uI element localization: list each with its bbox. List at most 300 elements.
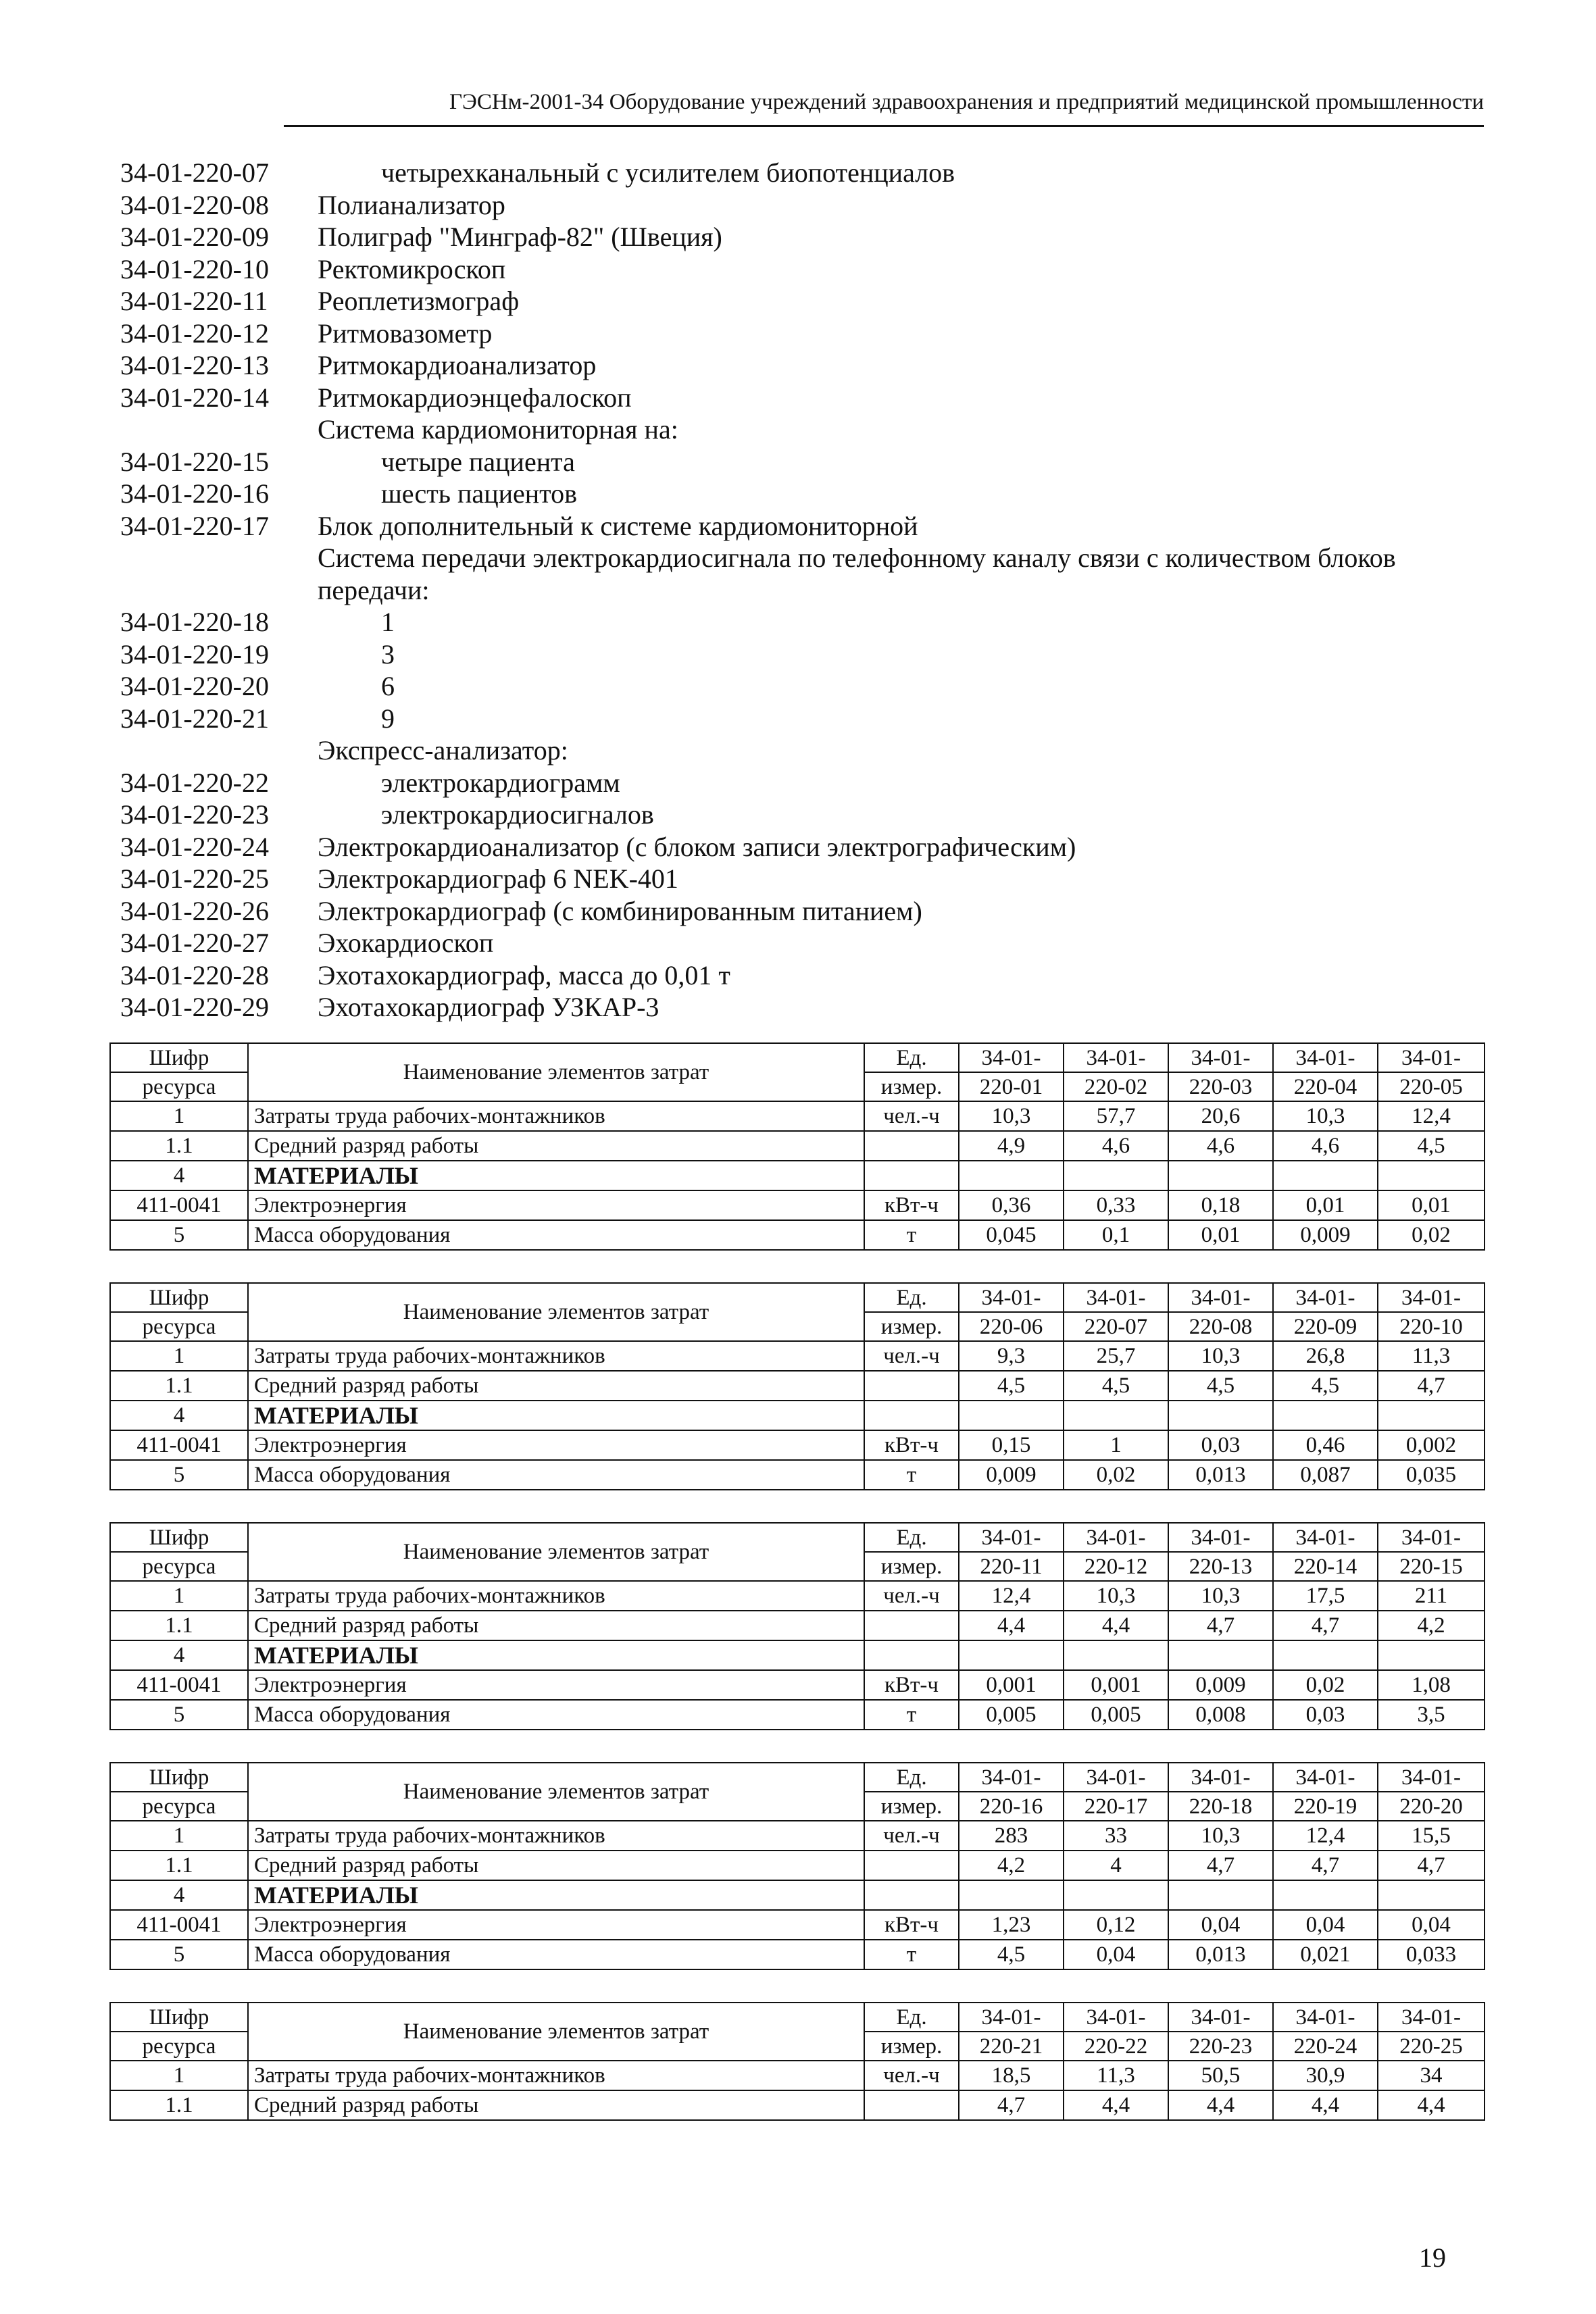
table-row	[110, 1670, 1485, 1700]
header-norm-code-line1: 34-01-	[1168, 2003, 1273, 2032]
norm-value: 10,3	[1168, 1821, 1273, 1851]
norm-value: 4,9	[959, 1131, 1064, 1161]
header-norm-code-line1: 34-01-	[959, 1763, 1064, 1792]
item-code: 34-01-220-11	[120, 286, 268, 316]
table-row	[110, 1190, 1485, 1220]
unit-of-measure	[864, 1851, 959, 1880]
unit-of-measure	[864, 1161, 959, 1190]
norm-value: 1	[1064, 1430, 1168, 1460]
unit-of-measure: кВт-ч	[864, 1190, 959, 1220]
norm-table	[109, 1042, 1485, 1251]
norm-value: 0,03	[1273, 1700, 1378, 1730]
header-norm-code-line2: 220-14	[1273, 1552, 1378, 1581]
resource-code: 411-0041	[110, 1430, 248, 1460]
header-norm-code-line2: 220-06	[959, 1312, 1064, 1341]
resource-code: 5	[110, 1940, 248, 1969]
header-unit-line1: Ед.	[864, 1283, 959, 1312]
norm-value: 0,04	[1273, 1910, 1378, 1940]
table-row	[110, 1371, 1485, 1401]
norm-value: 57,7	[1064, 1101, 1168, 1131]
header-norm-code-line2: 220-18	[1168, 1792, 1273, 1821]
item-code: 34-01-220-28	[120, 959, 269, 990]
item-code: 34-01-220-13	[120, 350, 269, 380]
norm-value	[1064, 1401, 1168, 1430]
header-norm-code-line2: 220-09	[1273, 1312, 1378, 1341]
cost-element-name: МАТЕРИАЛЫ	[248, 1640, 864, 1670]
list-item	[120, 638, 1472, 671]
header-norm-code-line2: 220-19	[1273, 1792, 1378, 1821]
table-row	[110, 1430, 1485, 1460]
header-unit-line1: Ед.	[864, 1763, 959, 1792]
header-norm-code-line2: 220-24	[1273, 2032, 1378, 2061]
norm-value: 4,4	[1064, 1611, 1168, 1640]
header-norm-code-line2: 220-01	[959, 1072, 1064, 1101]
table-row	[110, 1640, 1485, 1670]
header-norm-code-line1: 34-01-	[1273, 1523, 1378, 1552]
header-norm-code-line1: 34-01-	[1064, 1763, 1168, 1792]
unit-of-measure: чел.-ч	[864, 2061, 959, 2090]
norm-value	[1273, 1640, 1378, 1670]
norm-value: 26,8	[1273, 1341, 1378, 1371]
table-row	[110, 1220, 1485, 1250]
resource-code: 411-0041	[110, 1670, 248, 1700]
norm-value	[1378, 1161, 1485, 1190]
item-description: Система передачи электрокардиосигнала по телефонному каналу связи с количеством блоков	[318, 543, 1396, 573]
unit-of-measure: т	[864, 1460, 959, 1490]
item-code	[120, 542, 318, 574]
table-row	[110, 1101, 1485, 1131]
table-row	[110, 1581, 1485, 1611]
header-code-line2: ресурса	[110, 1792, 248, 1821]
table-row	[110, 1611, 1485, 1640]
cost-element-name: Электроэнергия	[248, 1190, 864, 1220]
norm-value: 4,7	[1378, 1851, 1485, 1880]
item-code: 34-01-220-08	[120, 189, 269, 220]
header-norm-code-line1: 34-01-	[1168, 1283, 1273, 1312]
page-number: 19	[1419, 2242, 1446, 2273]
resource-code: 5	[110, 1220, 248, 1250]
norm-value: 4,2	[959, 1851, 1064, 1880]
list-item	[120, 446, 1472, 478]
header-code-line1: Шифр	[110, 1523, 248, 1552]
norm-value: 4,5	[959, 1371, 1064, 1401]
item-description: Система кардиомониторная на:	[318, 414, 678, 445]
item-description: Электрокардиоанализатор (с блоком записи электрографическим)	[318, 831, 1076, 862]
norm-value: 0,021	[1273, 1940, 1378, 1969]
norm-value: 4,4	[1168, 2090, 1273, 2120]
header-norm-code-line2: 220-21	[959, 2032, 1064, 2061]
list-item	[120, 991, 1472, 1024]
list-item	[120, 542, 1472, 574]
header-name: Наименование элементов затрат	[248, 1523, 864, 1581]
header-norm-code-line1: 34-01-	[1168, 1763, 1273, 1792]
norm-value	[1273, 1401, 1378, 1430]
norm-value	[1168, 1161, 1273, 1190]
list-item	[120, 382, 1472, 414]
item-code: 34-01-220-17	[120, 510, 269, 541]
list-item	[120, 959, 1472, 992]
norm-value: 30,9	[1273, 2061, 1378, 2090]
table-row	[110, 1700, 1485, 1730]
item-code: 34-01-220-21	[120, 703, 269, 734]
header-unit-line2: измер.	[864, 2032, 959, 2061]
list-item	[120, 703, 1472, 735]
header-norm-code-line2: 220-20	[1378, 1792, 1485, 1821]
norm-value: 283	[959, 1821, 1064, 1851]
header-code-line1: Шифр	[110, 2003, 248, 2032]
item-code: 34-01-220-15	[120, 446, 269, 477]
header-norm-code-line1: 34-01-	[959, 1523, 1064, 1552]
unit-of-measure: кВт-ч	[864, 1910, 959, 1940]
header-norm-code-line1: 34-01-	[1273, 1043, 1378, 1072]
header-norm-code-line1: 34-01-	[1378, 2003, 1485, 2032]
norm-value: 0,013	[1168, 1940, 1273, 1969]
norm-value: 4,5	[1064, 1371, 1168, 1401]
cost-element-name: Затраты труда рабочих-монтажников	[248, 1341, 864, 1371]
norm-value	[1273, 1880, 1378, 1910]
cost-element-name: Средний разряд работы	[248, 1851, 864, 1880]
norm-value: 4,4	[959, 1611, 1064, 1640]
unit-of-measure	[864, 1880, 959, 1910]
norm-value	[959, 1401, 1064, 1430]
header-norm-code-line1: 34-01-	[1064, 1283, 1168, 1312]
cost-element-name: Масса оборудования	[248, 1460, 864, 1490]
norm-table	[109, 1522, 1485, 1730]
norm-value: 0,009	[1168, 1670, 1273, 1700]
header-unit-line1: Ед.	[864, 1043, 959, 1072]
list-item	[120, 510, 1472, 543]
resource-code: 1.1	[110, 1131, 248, 1161]
header-norm-code-line2: 220-16	[959, 1792, 1064, 1821]
header-norm-code-line2: 220-12	[1064, 1552, 1168, 1581]
table-row	[110, 1460, 1485, 1490]
item-description: четыре пациента	[381, 446, 575, 477]
norm-value: 4,2	[1378, 1611, 1485, 1640]
norm-value: 10,3	[1168, 1341, 1273, 1371]
cost-element-name: Средний разряд работы	[248, 2090, 864, 2120]
cost-element-name: МАТЕРИАЛЫ	[248, 1401, 864, 1430]
resource-code: 1	[110, 1101, 248, 1131]
item-code: 34-01-220-20	[120, 671, 269, 701]
norm-value: 25,7	[1064, 1341, 1168, 1371]
cost-element-name: Затраты труда рабочих-монтажников	[248, 1101, 864, 1131]
cost-element-name: Масса оборудования	[248, 1940, 864, 1969]
norm-value: 4,6	[1064, 1131, 1168, 1161]
header-unit-line1: Ед.	[864, 1523, 959, 1552]
item-code: 34-01-220-24	[120, 831, 269, 862]
item-description: шесть пациентов	[381, 478, 577, 509]
unit-of-measure	[864, 1401, 959, 1430]
header-unit-line2: измер.	[864, 1312, 959, 1341]
norm-value: 33	[1064, 1821, 1168, 1851]
norm-value: 0,045	[959, 1220, 1064, 1250]
item-code	[120, 574, 318, 607]
resource-code: 411-0041	[110, 1190, 248, 1220]
resource-code: 1	[110, 1341, 248, 1371]
norm-value: 0,1	[1064, 1220, 1168, 1250]
resource-code: 1.1	[110, 1851, 248, 1880]
norm-value: 0,005	[1064, 1700, 1168, 1730]
norm-value: 0,04	[1064, 1940, 1168, 1969]
norm-value: 0,002	[1378, 1430, 1485, 1460]
norm-value: 0,01	[1273, 1190, 1378, 1220]
norm-value: 0,013	[1168, 1460, 1273, 1490]
table-row	[110, 1910, 1485, 1940]
header-norm-code-line1: 34-01-	[959, 1283, 1064, 1312]
list-item	[120, 189, 1472, 222]
item-code: 34-01-220-25	[120, 863, 269, 894]
header-norm-code-line2: 220-25	[1378, 2032, 1485, 2061]
resource-code: 4	[110, 1880, 248, 1910]
norm-value: 4	[1064, 1851, 1168, 1880]
item-description: Эхокардиоскоп	[318, 928, 494, 958]
norm-value	[1064, 1161, 1168, 1190]
header-norm-code-line1: 34-01-	[959, 2003, 1064, 2032]
norm-value: 10,3	[1168, 1581, 1273, 1611]
item-description: Ритмовазометр	[318, 318, 493, 349]
table-row	[110, 2090, 1485, 2120]
header-name: Наименование элементов затрат	[248, 1283, 864, 1341]
norm-value	[959, 1640, 1064, 1670]
item-description: Полианализатор	[318, 189, 505, 220]
resource-code: 1.1	[110, 1371, 248, 1401]
item-description: 9	[381, 703, 395, 734]
item-code: 34-01-220-22	[120, 767, 269, 798]
item-code: 34-01-220-26	[120, 895, 269, 926]
norm-value: 4,7	[1168, 1851, 1273, 1880]
norm-value	[1273, 1161, 1378, 1190]
item-code: 34-01-220-16	[120, 478, 269, 509]
norm-value: 4,4	[1273, 2090, 1378, 2120]
norm-value: 0,36	[959, 1190, 1064, 1220]
list-item	[120, 734, 1472, 767]
norm-value: 0,035	[1378, 1460, 1485, 1490]
header-norm-code-line1: 34-01-	[1273, 1763, 1378, 1792]
norm-value	[1378, 1401, 1485, 1430]
norm-value	[1378, 1640, 1485, 1670]
item-description: Реоплетизмограф	[318, 286, 520, 316]
unit-of-measure: т	[864, 1700, 959, 1730]
item-description: 6	[381, 671, 395, 701]
unit-of-measure	[864, 1640, 959, 1670]
header-norm-code-line1: 34-01-	[1378, 1283, 1485, 1312]
table-row	[110, 1131, 1485, 1161]
header-norm-code-line1: 34-01-	[959, 1043, 1064, 1072]
header-norm-code-line2: 220-11	[959, 1552, 1064, 1581]
header-norm-code-line1: 34-01-	[1064, 1523, 1168, 1552]
cost-element-name: Электроэнергия	[248, 1670, 864, 1700]
norm-value: 4,5	[959, 1940, 1064, 1969]
norm-value: 0,15	[959, 1430, 1064, 1460]
norm-value: 0,001	[959, 1670, 1064, 1700]
cost-element-name: Масса оборудования	[248, 1220, 864, 1250]
unit-of-measure: кВт-ч	[864, 1670, 959, 1700]
table-row	[110, 1880, 1485, 1910]
item-description: Блок дополнительный к системе кардиомониторной	[318, 510, 918, 541]
header-name: Наименование элементов затрат	[248, 1763, 864, 1821]
item-code: 34-01-220-29	[120, 992, 269, 1022]
unit-of-measure: т	[864, 1940, 959, 1969]
cost-element-name: Затраты труда рабочих-монтажников	[248, 2061, 864, 2090]
header-norm-code-line2: 220-08	[1168, 1312, 1273, 1341]
cost-element-name: Средний разряд работы	[248, 1131, 864, 1161]
cost-element-name: МАТЕРИАЛЫ	[248, 1880, 864, 1910]
norm-value: 0,02	[1064, 1460, 1168, 1490]
item-description: 1	[381, 607, 395, 637]
header-name: Наименование элементов затрат	[248, 2003, 864, 2061]
cost-element-name: Средний разряд работы	[248, 1611, 864, 1640]
resource-code: 1.1	[110, 1611, 248, 1640]
header-code-line2: ресурса	[110, 1312, 248, 1341]
header-norm-code-line2: 220-22	[1064, 2032, 1168, 2061]
resource-code: 1	[110, 1821, 248, 1851]
norm-value: 4,7	[1273, 1851, 1378, 1880]
resource-code: 5	[110, 1460, 248, 1490]
norm-value: 18,5	[959, 2061, 1064, 2090]
item-code: 34-01-220-10	[120, 253, 269, 284]
norm-value	[1168, 1640, 1273, 1670]
item-code: 34-01-220-12	[120, 318, 269, 349]
item-description: Эхотахокардиограф УЗКАР-3	[318, 992, 659, 1022]
norm-value: 4,7	[959, 2090, 1064, 2120]
item-description: Электрокардиограф (с комбинированным питанием)	[318, 895, 922, 926]
header-norm-code-line1: 34-01-	[1378, 1763, 1485, 1792]
header-norm-code-line2: 220-07	[1064, 1312, 1168, 1341]
norm-value: 4,5	[1273, 1371, 1378, 1401]
resource-code: 1.1	[110, 2090, 248, 2120]
list-item	[120, 349, 1472, 382]
resource-code: 4	[110, 1640, 248, 1670]
header-norm-code-line2: 220-23	[1168, 2032, 1273, 2061]
item-code: 34-01-220-07	[120, 157, 269, 188]
item-description: Полиграф "Минграф-82" (Швеция)	[318, 222, 722, 252]
page-header: ГЭСНм-2001-34 Оборудование учреждений здравоохранения и предприятий медицинской промышленности	[284, 90, 1484, 127]
norm-value: 1,08	[1378, 1670, 1485, 1700]
norm-value: 50,5	[1168, 2061, 1273, 2090]
item-description: четырехканальный с усилителем биопотенциалов	[381, 157, 955, 188]
unit-of-measure	[864, 1371, 959, 1401]
norm-value: 0,009	[959, 1460, 1064, 1490]
norm-value: 211	[1378, 1581, 1485, 1611]
norm-value: 0,01	[1168, 1220, 1273, 1250]
norm-table	[109, 1282, 1485, 1490]
header-norm-code-line1: 34-01-	[1378, 1523, 1485, 1552]
resource-code: 4	[110, 1161, 248, 1190]
norm-value	[959, 1161, 1064, 1190]
norm-value: 20,6	[1168, 1101, 1273, 1131]
item-code	[120, 413, 318, 446]
norm-value: 12,4	[959, 1581, 1064, 1611]
norm-value: 4,7	[1378, 1371, 1485, 1401]
norm-table	[109, 1762, 1485, 1970]
norm-value: 10,3	[1273, 1101, 1378, 1131]
table-row	[110, 1821, 1485, 1851]
header-code-line2: ресурса	[110, 1552, 248, 1581]
unit-of-measure: чел.-ч	[864, 1581, 959, 1611]
unit-of-measure: кВт-ч	[864, 1430, 959, 1460]
norm-value: 4,4	[1378, 2090, 1485, 2120]
table-row	[110, 1161, 1485, 1190]
item-description: Эхотахокардиограф, масса до 0,01 т	[318, 959, 730, 990]
item-code: 34-01-220-14	[120, 382, 269, 413]
cost-element-name: Масса оборудования	[248, 1700, 864, 1730]
list-item	[120, 574, 1472, 607]
norm-value: 4,7	[1273, 1611, 1378, 1640]
norm-value	[1168, 1401, 1273, 1430]
header-unit-line2: измер.	[864, 1792, 959, 1821]
norm-value: 0,001	[1064, 1670, 1168, 1700]
norm-value	[1064, 1880, 1168, 1910]
norm-value: 3,5	[1378, 1700, 1485, 1730]
item-description: Электрокардиограф 6 NEK-401	[318, 863, 678, 894]
norm-value: 10,3	[959, 1101, 1064, 1131]
norm-value: 11,3	[1064, 2061, 1168, 2090]
norm-value: 0,33	[1064, 1190, 1168, 1220]
item-code	[120, 734, 318, 767]
header-unit-line1: Ед.	[864, 2003, 959, 2032]
header-norm-code-line2: 220-05	[1378, 1072, 1485, 1101]
list-item	[120, 157, 1472, 189]
cost-element-name: Электроэнергия	[248, 1430, 864, 1460]
norm-value: 0,04	[1378, 1910, 1485, 1940]
list-item	[120, 670, 1472, 703]
norm-value: 10,3	[1064, 1581, 1168, 1611]
list-item	[120, 318, 1472, 350]
list-item	[120, 895, 1472, 928]
norm-value: 0,009	[1273, 1220, 1378, 1250]
norm-value: 0,087	[1273, 1460, 1378, 1490]
item-code: 34-01-220-19	[120, 638, 269, 670]
table-row	[110, 1401, 1485, 1430]
list-item	[120, 863, 1472, 895]
norm-value: 17,5	[1273, 1581, 1378, 1611]
list-item	[120, 831, 1472, 863]
header-norm-code-line1: 34-01-	[1168, 1523, 1273, 1552]
cost-element-name: Средний разряд работы	[248, 1371, 864, 1401]
header-norm-code-line2: 220-10	[1378, 1312, 1485, 1341]
norm-value	[1168, 1880, 1273, 1910]
header-norm-code-line1: 34-01-	[1064, 1043, 1168, 1072]
list-item	[120, 478, 1472, 510]
item-code: 34-01-220-09	[120, 222, 269, 252]
resource-code: 5	[110, 1700, 248, 1730]
norm-value: 4,5	[1168, 1371, 1273, 1401]
header-code-line2: ресурса	[110, 2032, 248, 2061]
norm-value: 0,04	[1168, 1910, 1273, 1940]
unit-of-measure: чел.-ч	[864, 1101, 959, 1131]
item-description: Экспресс-анализатор:	[318, 735, 568, 765]
norm-value	[1378, 1880, 1485, 1910]
list-item	[120, 413, 1472, 446]
header-norm-code-line2: 220-03	[1168, 1072, 1273, 1101]
cost-element-name: Электроэнергия	[248, 1910, 864, 1940]
header-norm-code-line2: 220-13	[1168, 1552, 1273, 1581]
norm-value: 4,4	[1064, 2090, 1168, 2120]
item-description: Ритмокардиоэнцефалоскоп	[318, 382, 632, 413]
list-item	[120, 927, 1472, 959]
norm-value: 0,033	[1378, 1940, 1485, 1969]
item-code: 34-01-220-27	[120, 928, 269, 958]
unit-of-measure	[864, 2090, 959, 2120]
item-description: 3	[381, 638, 395, 670]
norm-value: 0,02	[1378, 1220, 1485, 1250]
norm-value: 15,5	[1378, 1821, 1485, 1851]
header-code-line1: Шифр	[110, 1043, 248, 1072]
item-description: передачи:	[318, 574, 430, 605]
header-norm-code-line1: 34-01-	[1378, 1043, 1485, 1072]
list-item	[120, 606, 1472, 638]
list-item	[120, 767, 1472, 799]
